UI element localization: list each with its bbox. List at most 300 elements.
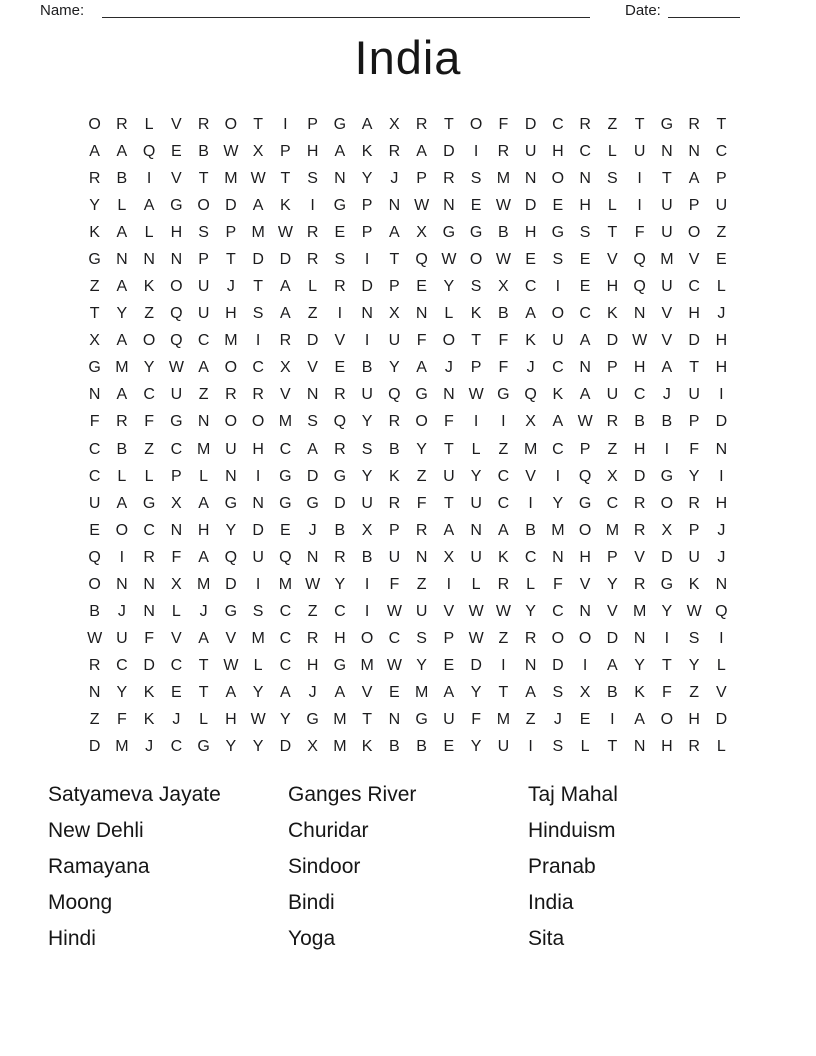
grid-cell: V [607,603,618,621]
grid-cell: R [688,494,700,512]
word-list-item: Moong [48,891,113,914]
grid-cell: D [470,657,482,675]
grid-cell: I [528,738,533,756]
grid-cell: U [170,386,183,404]
grid-cell: G [279,467,292,485]
grid-cell: M [660,250,674,268]
grid-cell: N [688,142,700,160]
grid-cell: T [253,278,264,296]
grid-cell: C [334,603,346,621]
grid-cell: A [334,142,346,160]
grid-cell: K [607,305,618,323]
grid-cell: I [364,250,370,268]
grid-cell: K [525,332,536,350]
grid-cell: G [88,359,101,377]
grid-cell: O [469,250,483,268]
grid-cell: Y [252,738,264,756]
grid-cell: J [199,603,208,621]
word-list-item: Pranab [528,855,596,878]
grid-cell: W [305,575,321,593]
grid-cell: X [498,278,509,296]
grid-cell: N [143,575,155,593]
word-list-item: Satyameva Jayate [48,783,221,806]
grid-cell: E [443,657,455,675]
grid-cell: F [443,413,454,431]
grid-cell: C [388,630,401,648]
word-search-grid [81,111,735,761]
grid-cell: C [579,305,591,323]
grid-cell: I [364,575,370,593]
word-list-item: Sindoor [288,855,361,878]
grid-cell: K [688,575,700,593]
word-list-column [528,779,768,959]
grid-cell: H [170,223,183,241]
grid-cell: T [198,169,209,187]
grid-cell: C [88,440,101,458]
grid-cell: Y [361,413,373,431]
grid-cell: U [633,142,646,160]
grid-cell: D [633,467,646,485]
grid-cell: P [607,359,618,377]
grid-cell: S [361,440,373,458]
grid-cell: O [469,115,483,133]
grid-cell: B [361,359,373,377]
grid-cell: D [361,278,373,296]
grid-cell: U [415,603,428,621]
grid-cell: T [443,494,454,512]
grid-cell: M [196,575,211,593]
grid-cell: U [252,548,264,566]
grid-cell: V [661,305,673,323]
grid-cell: R [388,494,401,512]
grid-cell: A [361,115,373,133]
grid-cell: L [607,196,617,214]
grid-cell: W [468,603,484,621]
grid-cell: Y [634,657,645,675]
grid-cell: L [117,467,127,485]
grid-cell: W [223,142,239,160]
grid-cell: Y [416,440,427,458]
grid-cell: E [443,738,455,756]
grid-cell: I [664,630,670,648]
grid-cell: V [361,684,373,702]
grid-cell: I [337,305,343,323]
grid-cell: I [255,575,261,593]
grid-cell: M [496,711,511,729]
grid-cell: U [197,278,210,296]
grid-cell: C [688,278,700,296]
grid-cell: W [277,223,293,241]
grid-cell: N [170,250,183,268]
grid-cell: A [225,684,237,702]
grid-cell: J [226,278,235,296]
grid-cell: U [197,305,210,323]
grid-cell: Z [307,305,318,323]
grid-cell: X [661,521,673,539]
grid-cell: F [89,413,100,431]
grid-cell: D [252,250,264,268]
grid-cell: U [361,494,373,512]
word-list-item: Bindi [288,891,335,914]
grid-cell: M [115,359,129,377]
grid-cell: Q [578,467,592,485]
grid-cell: O [551,305,565,323]
grid-cell: D [715,711,728,729]
grid-cell: E [334,223,346,241]
grid-cell: A [198,494,209,512]
grid-cell: N [715,575,728,593]
grid-cell: P [225,223,237,241]
grid-cell: J [145,738,154,756]
grid-cell: T [253,115,264,133]
grid-cell: E [579,250,591,268]
grid-cell: G [660,467,674,485]
grid-cell: R [415,521,428,539]
grid-cell: O [88,115,101,133]
grid-cell: N [334,169,346,187]
grid-cell: G [333,657,347,675]
grid-cell: R [497,142,510,160]
grid-cell: U [361,386,373,404]
grid-cell: V [443,603,455,621]
grid-cell: N [88,684,101,702]
grid-cell: Y [470,467,482,485]
grid-cell: J [390,169,399,187]
grid-cell: N [170,521,183,539]
grid-cell: H [579,196,591,214]
grid-cell: C [524,548,537,566]
grid-cell: Q [170,332,183,350]
grid-cell: W [632,332,648,350]
grid-cell: E [280,521,291,539]
grid-cell: G [224,603,238,621]
grid-cell: N [225,467,237,485]
grid-cell: T [89,305,100,323]
grid-cell: G [660,575,674,593]
grid-cell: X [171,494,182,512]
grid-cell: F [171,548,182,566]
grid-cell: Z [89,278,100,296]
grid-cell: E [171,142,182,160]
grid-cell: R [497,575,510,593]
grid-cell: Y [607,575,618,593]
grid-cell: G [415,711,428,729]
grid-cell: D [715,413,728,431]
grid-cell: R [225,386,237,404]
grid-cell: T [362,711,373,729]
grid-cell: I [283,115,288,133]
grid-cell: G [170,196,183,214]
grid-cell: F [416,494,427,512]
grid-cell: H [715,494,728,512]
grid-cell: V [171,630,182,648]
word-list-item: New Dehli [48,819,144,842]
grid-cell: A [525,684,536,702]
grid-cell: D [279,738,292,756]
grid-cell: A [198,630,209,648]
grid-cell: L [471,440,481,458]
word-list-item: Ganges River [288,783,417,806]
date-label: Date: [625,2,661,19]
grid-cell: Y [552,494,564,512]
grid-cell: O [251,413,265,431]
grid-cell: U [443,711,455,729]
grid-cell: Q [142,142,156,160]
grid-cell: S [252,305,264,323]
grid-cell: C [88,467,101,485]
grid-cell: I [555,467,561,485]
grid-cell: M [496,169,511,187]
grid-cell: R [279,332,292,350]
grid-cell: R [252,386,264,404]
grid-cell: Q [388,386,401,404]
grid-cell: P [688,413,700,431]
grid-cell: D [552,657,564,675]
grid-cell: W [495,603,511,621]
grid-cell: U [443,467,455,485]
grid-cell: S [607,169,618,187]
grid-cell: C [143,521,155,539]
grid-cell: O [551,630,565,648]
grid-cell: U [470,548,482,566]
grid-cell: H [552,142,564,160]
grid-cell: P [361,196,373,214]
grid-cell: C [252,359,264,377]
grid-cell: C [170,738,183,756]
grid-cell: Y [470,684,482,702]
grid-cell: H [306,657,319,675]
grid-cell: L [580,738,590,756]
grid-cell: B [361,548,373,566]
grid-cell: N [579,359,591,377]
grid-cell: C [197,332,210,350]
grid-cell: Y [361,169,373,187]
grid-cell: P [716,169,727,187]
grid-cell: J [308,684,317,702]
grid-cell: O [115,521,129,539]
grid-cell: Y [443,278,455,296]
grid-cell: R [116,413,128,431]
grid-cell: N [252,494,264,512]
grid-cell: N [470,521,482,539]
grid-cell: Q [524,386,537,404]
grid-cell: K [552,386,564,404]
grid-cell: A [307,440,318,458]
grid-cell: X [361,521,373,539]
grid-cell: S [307,413,318,431]
grid-cell: R [633,575,646,593]
grid-cell: R [688,738,700,756]
grid-cell: R [415,115,428,133]
grid-cell: R [334,440,346,458]
grid-cell: W [495,196,511,214]
grid-cell: L [716,657,726,675]
grid-cell: E [89,521,100,539]
grid-cell: M [224,169,238,187]
grid-cell: A [552,413,564,431]
grid-cell: T [689,359,700,377]
grid-cell: P [171,467,182,485]
grid-cell: G [660,115,674,133]
grid-cell: I [719,630,724,648]
grid-cell: S [198,223,209,241]
grid-cell: X [579,684,591,702]
grid-cell: W [87,630,103,648]
grid-cell: Z [498,440,509,458]
grid-cell: P [416,169,427,187]
grid-cell: L [117,196,127,214]
grid-cell: R [116,115,128,133]
grid-cell: J [117,603,126,621]
grid-cell: D [524,196,537,214]
grid-cell: C [579,142,591,160]
grid-cell: R [334,548,346,566]
grid-cell: W [168,359,184,377]
grid-cell: A [579,332,591,350]
grid-cell: Q [333,413,347,431]
grid-cell: Y [661,603,673,621]
grid-cell: X [443,548,455,566]
grid-cell: R [334,386,346,404]
grid-cell: S [579,223,591,241]
grid-cell: O [442,332,456,350]
grid-cell: O [360,630,374,648]
grid-cell: Z [498,630,509,648]
grid-cell: P [688,196,700,214]
grid-cell: W [468,630,484,648]
grid-cell: U [688,386,700,404]
grid-cell: Y [280,711,291,729]
grid-cell: L [716,278,726,296]
grid-cell: Z [607,115,618,133]
grid-cell: K [280,196,291,214]
grid-cell: F [634,223,645,241]
grid-cell: S [552,684,564,702]
grid-cell: L [199,467,209,485]
grid-cell: E [389,684,400,702]
grid-cell: M [551,521,565,539]
grid-cell: K [389,467,400,485]
grid-cell: Y [225,521,237,539]
grid-cell: P [280,142,291,160]
grid-cell: G [306,494,319,512]
grid-cell: O [660,494,674,512]
date-blank-line[interactable] [668,0,740,18]
grid-cell: B [334,521,346,539]
grid-cell: S [252,603,264,621]
grid-cell: R [579,115,591,133]
grid-cell: J [308,521,317,539]
grid-cell: L [471,575,481,593]
grid-cell: P [361,223,373,241]
grid-cell: M [333,711,347,729]
grid-cell: F [116,711,127,729]
grid-cell: G [170,413,183,431]
grid-cell: Y [143,359,155,377]
grid-cell: J [717,521,726,539]
grid-cell: A [280,684,291,702]
grid-cell: A [198,359,209,377]
grid-cell: Z [416,575,427,593]
grid-cell: O [170,278,183,296]
word-list-item: India [528,891,574,914]
grid-cell: A [116,223,128,241]
grid-cell: A [334,684,346,702]
grid-cell: D [688,332,700,350]
word-list-item: Yoga [288,927,336,950]
grid-cell: N [143,250,155,268]
grid-cell: Y [416,657,427,675]
grid-cell: D [606,630,619,648]
grid-cell: F [144,630,155,648]
grid-cell: U [470,494,482,512]
grid-cell: T [661,169,672,187]
grid-cell: O [224,359,238,377]
grid-cell: R [443,169,455,187]
grid-cell: U [661,278,673,296]
grid-cell: W [223,657,239,675]
grid-cell: G [88,250,101,268]
grid-cell: L [253,657,263,675]
grid-cell: L [199,711,209,729]
grid-cell: Q [279,548,292,566]
grid-cell: Y [470,738,482,756]
grid-cell: T [607,223,618,241]
grid-cell: A [443,521,455,539]
grid-cell: P [607,548,618,566]
grid-cell: L [607,142,617,160]
grid-cell: I [501,657,506,675]
grid-cell: M [333,738,347,756]
grid-cell: W [495,250,511,268]
grid-cell: C [170,440,183,458]
grid-cell: N [143,603,155,621]
grid-cell: G [279,494,292,512]
grid-cell: W [250,169,266,187]
grid-cell: T [607,738,618,756]
grid-cell: W [386,657,402,675]
grid-cell: I [310,196,315,214]
grid-cell: K [143,278,155,296]
grid-cell: N [633,738,646,756]
grid-cell: J [717,548,726,566]
grid-cell: N [88,386,101,404]
grid-cell: K [361,738,373,756]
grid-cell: N [116,250,128,268]
grid-cell: F [498,332,509,350]
grid-cell: G [142,494,156,512]
grid-cell: C [143,386,155,404]
grid-cell: Z [144,305,155,323]
grid-cell: Z [307,603,318,621]
grid-cell: A [443,684,455,702]
grid-cell: J [717,305,726,323]
grid-cell: I [555,278,561,296]
grid-cell: R [306,630,319,648]
grid-cell: W [441,250,457,268]
grid-cell: Y [116,305,128,323]
name-blank-line[interactable] [102,0,590,18]
grid-cell: V [716,684,727,702]
grid-cell: G [551,223,565,241]
grid-cell: G [197,738,210,756]
grid-cell: O [415,413,428,431]
grid-cell: Q [88,548,101,566]
grid-cell: B [116,440,128,458]
grid-cell: B [116,169,128,187]
grid-cell: H [688,305,700,323]
grid-cell: K [498,548,509,566]
